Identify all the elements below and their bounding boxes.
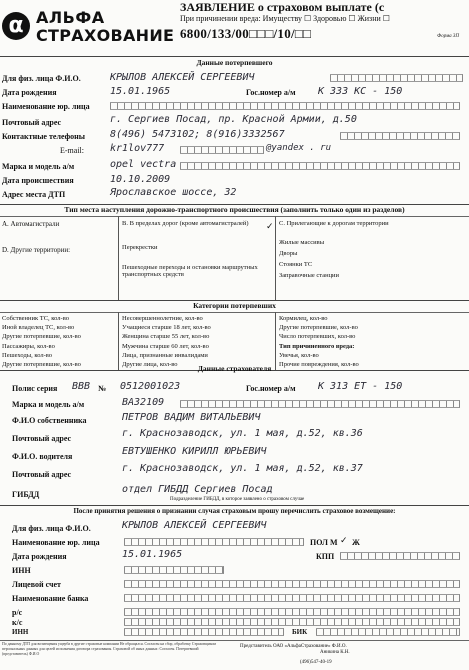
payee-gender-label: ПОЛ М xyxy=(310,538,338,547)
victim-phones-cells[interactable] xyxy=(340,132,460,140)
victim-birth-label: Дата рождения xyxy=(2,88,57,97)
column-divider xyxy=(118,216,119,300)
categories-col-3 xyxy=(279,314,359,369)
payee-inn-cells[interactable] xyxy=(124,566,224,574)
form-code: Форма 3П xyxy=(437,34,459,39)
payee-kpp-label: КПП xyxy=(316,552,335,561)
policy-number-value[interactable]: 0512001023 xyxy=(120,381,181,392)
place-b-item[interactable]: Перекрестки xyxy=(122,244,158,251)
owner-value[interactable]: ПЕТРОВ ВАДИМ ВИТАЛЬЕВИЧ xyxy=(122,412,261,423)
categories-col-1 xyxy=(2,314,81,369)
category-item[interactable]: Лица, признанные инвалидами xyxy=(122,351,208,359)
driver-address-value[interactable]: г. Краснозаводск, ул. 1 мая, д.52, кв.37 xyxy=(122,463,363,474)
logo-line-2: СТРАХОВАНИЕ xyxy=(36,26,175,45)
payee-kpp-cells[interactable] xyxy=(340,552,460,560)
payee-gender-f[interactable]: Ж xyxy=(352,538,360,547)
category-item[interactable]: Собственник ТС, кол-во xyxy=(2,315,69,322)
place-c-item[interactable]: Стоянки ТС xyxy=(279,261,313,268)
gibdd-note: Подразделение ГИБДД, в которое заявлено о страховом случае xyxy=(170,497,305,502)
category-item[interactable]: Иной владелец ТС, кол-во xyxy=(2,324,75,332)
divider xyxy=(0,505,469,506)
document-title: ЗАЯВЛЕНИЕ о страховом выплате (с xyxy=(180,0,385,14)
incident-date-label: Дата происшествия xyxy=(2,176,74,185)
footer-consent-text: По данному ДТП для возмещения ущерба в другие страховые компании Не обращался. Согласен на сбор, обработку Страховщиком персональных данных для целей исполнения договора страхования. Страховой об иных данных: Согласен. Потерпевший (представитель) Ф.И.О xyxy=(2,642,216,656)
victim-fio-value[interactable]: КРЫЛОВ АЛЕКСЕЙ СЕРГЕЕВИЧ xyxy=(110,72,255,83)
payee-account-label: Лицевой счет xyxy=(12,580,61,589)
owner-address-label: Почтовый адрес xyxy=(12,434,72,443)
document-number: 6800/133/00□□□/10/□□ xyxy=(180,26,312,41)
category-item[interactable]: Пассажиры, кол-во xyxy=(2,342,55,350)
driver-label: Ф.И.О. водителя xyxy=(12,452,73,461)
category-item[interactable]: Пешеходы, кол-во xyxy=(2,351,53,359)
victim-address-label: Почтовый адрес xyxy=(2,118,62,127)
victim-car-value[interactable]: opel vectra xyxy=(110,159,177,170)
victim-fio-cells[interactable] xyxy=(330,74,463,82)
payee-birth-value[interactable]: 15.01.1965 xyxy=(122,549,183,560)
divider xyxy=(0,640,469,641)
victim-section-title: Данные потерпевшего xyxy=(196,58,273,67)
victim-plate-value[interactable]: К 333 КС - 150 xyxy=(318,86,403,97)
category-item[interactable]: Другие потерпевшие, кол-во xyxy=(279,324,358,332)
insured-section-title: Данные страхователя xyxy=(197,364,272,373)
payee-inn2-label: ИНН xyxy=(12,628,29,636)
payee-fio-label: Для физ. лица Ф.И.О. xyxy=(12,524,91,533)
place-b-item[interactable]: Пешеходные переходы и остановки маршрутных транспортных средств xyxy=(122,264,258,278)
payee-fio-value[interactable]: КРЫЛОВ АЛЕКСЕЙ СЕРГЕЕВИЧ xyxy=(122,520,267,531)
category-item[interactable]: Число потерпевших, кол-во xyxy=(279,333,356,341)
payee-rs-cells[interactable] xyxy=(124,608,460,616)
signer-label: Представитель ОАО «АльфаСтрахование» Ф.И.О. xyxy=(240,644,347,649)
victim-email-domain[interactable]: @yandex . ru xyxy=(266,143,332,153)
alfa-logo-mark-icon: α xyxy=(2,12,30,40)
place-d-other[interactable]: D. Другие территории: xyxy=(2,246,71,254)
victim-email-cells[interactable] xyxy=(180,146,264,154)
policy-number-label: № xyxy=(98,384,107,393)
policy-series-value[interactable]: ВВВ xyxy=(72,381,91,392)
payee-bank-label: Наименование банка xyxy=(12,594,89,603)
gibdd-value[interactable]: отдел ГИБДД Сергиев Посад xyxy=(122,484,273,495)
category-item[interactable]: Увечья, кол-во xyxy=(279,351,319,359)
victim-address-value[interactable]: г. Сергиев Посад, пр. Красной Армии, д.50 xyxy=(110,114,357,125)
category-item[interactable]: Прочие повреждения, кол-во xyxy=(279,361,359,369)
divider xyxy=(0,216,469,217)
victim-birth-value[interactable]: 15.01.1965 xyxy=(110,86,171,97)
gender-check-icon[interactable]: ✓ xyxy=(340,536,348,546)
place-a-title[interactable]: А. Автомагистрали xyxy=(2,220,60,228)
column-divider xyxy=(118,312,119,370)
category-item[interactable]: Несовершеннолетние, кол-во xyxy=(122,315,203,322)
victim-car-cells[interactable] xyxy=(180,162,460,170)
category-item[interactable]: Учащиеся старше 18 лет, кол-во xyxy=(122,324,211,332)
categories-section-title: Категории потерпевших xyxy=(193,301,276,310)
victim-car-label: Марка и модель а/м xyxy=(2,162,75,171)
victim-org-cells[interactable] xyxy=(110,102,460,110)
insured-car-value[interactable]: ВАЗ2109 xyxy=(122,397,165,408)
place-type-section-title: Тип места наступления дорожно-транспортного происшествия (заполнить только один из разделов) xyxy=(64,205,405,214)
incident-place-label: Адрес места ДТП xyxy=(2,190,66,199)
category-item[interactable]: Женщина старше 55 лет, кол-во xyxy=(122,333,210,341)
column-divider xyxy=(275,216,276,300)
owner-address-value[interactable]: г. Краснозаводск, ул. 1 мая, д.52, кв.36 xyxy=(122,428,363,439)
alfa-logo xyxy=(2,6,182,44)
place-b-title[interactable]: B. В пределах дорог (кроме автомагистралей) xyxy=(122,220,249,227)
category-item[interactable]: Другие потерпевшие, кол-во xyxy=(2,333,81,341)
place-c-title[interactable]: C. Прилегающие к дорогам территории xyxy=(279,220,389,227)
victim-phones-label: Контактные телефоны xyxy=(2,132,85,141)
category-item: Тип причиненного вреда: xyxy=(279,342,355,350)
payee-section-title: После принятия решения о признании случая страховым прошу перечислить страховое возмещение: xyxy=(73,507,396,515)
payee-rs-label: р/с xyxy=(12,608,23,617)
payee-bank-cells[interactable] xyxy=(124,594,460,602)
place-c-item[interactable]: Дворы xyxy=(279,250,298,257)
payee-inn2-cells[interactable] xyxy=(124,628,284,636)
place-c-item[interactable]: Жилые массивы xyxy=(279,239,325,246)
check-mark-icon: ✓ xyxy=(266,222,274,232)
payee-org-cells[interactable] xyxy=(124,538,304,546)
incident-place-value[interactable]: Ярославское шоссе, 32 xyxy=(110,187,237,198)
insured-car-cells[interactable] xyxy=(180,400,460,408)
incident-date-value[interactable]: 10.10.2009 xyxy=(110,174,171,185)
category-item[interactable]: Мужчина старше 60 лет, кол-во xyxy=(122,342,209,350)
divider xyxy=(0,312,469,313)
payee-inn-label: ИНН xyxy=(12,566,31,575)
driver-address-label: Почтовый адрес xyxy=(12,470,72,479)
gibdd-label: ГИБДД xyxy=(12,490,40,499)
victim-phones-value[interactable]: 8(496) 5473102; 8(916)3332567 xyxy=(110,129,285,140)
logo-line-1: АЛЬФА xyxy=(36,8,105,27)
insured-plate-value[interactable]: К 313 ЕТ - 150 xyxy=(318,381,403,392)
victim-fio-label: Для физ. лица Ф.И.О. xyxy=(2,74,81,83)
payee-ks-cells[interactable] xyxy=(124,618,460,626)
victim-email-value[interactable]: kr1lov777 xyxy=(110,143,165,154)
payee-org-label: Наименование юр. лица xyxy=(12,538,100,547)
policy-series-label: Полис серия xyxy=(12,384,58,393)
divider xyxy=(0,56,469,57)
column-divider xyxy=(275,312,276,370)
owner-label: Ф.И.О собственника xyxy=(12,416,87,425)
victim-plate-label: Гос.номер а/м xyxy=(246,88,296,97)
payee-bik-label: БИК xyxy=(292,628,308,636)
category-item[interactable]: Другие потерпевшие, кол-во xyxy=(2,361,81,369)
place-c-item[interactable]: Заправочные станции xyxy=(279,272,340,279)
driver-value[interactable]: ЕВТУШЕНКО КИРИЛЛ ЮРЬЕВИЧ xyxy=(122,446,267,457)
payee-account-cells[interactable] xyxy=(124,580,460,588)
payee-birth-label: Дата рождения xyxy=(12,552,67,561)
category-item[interactable]: Кормилец, кол-во xyxy=(279,315,328,322)
signer-name: Аникина К.Н. xyxy=(320,650,350,655)
insured-car-label: Марка и модель а/м xyxy=(12,400,85,409)
payee-ks-label: к/с xyxy=(12,618,23,627)
victim-org-label: Наименование юр. лица xyxy=(2,102,90,111)
payee-bik-cells[interactable] xyxy=(316,628,460,636)
category-item[interactable]: Другие лица, кол-во xyxy=(122,361,178,369)
signer-phone: (496)547-40-19 xyxy=(300,660,332,665)
categories-col-2 xyxy=(122,314,211,369)
insured-plate-label: Гос.номер а/м xyxy=(246,384,296,393)
harm-type-checkboxes[interactable]: При причинении вреда: Имуществу ☐ Здоровью ☐ Жизни ☐ xyxy=(180,14,390,23)
victim-email-label: E-mail: xyxy=(60,146,84,155)
